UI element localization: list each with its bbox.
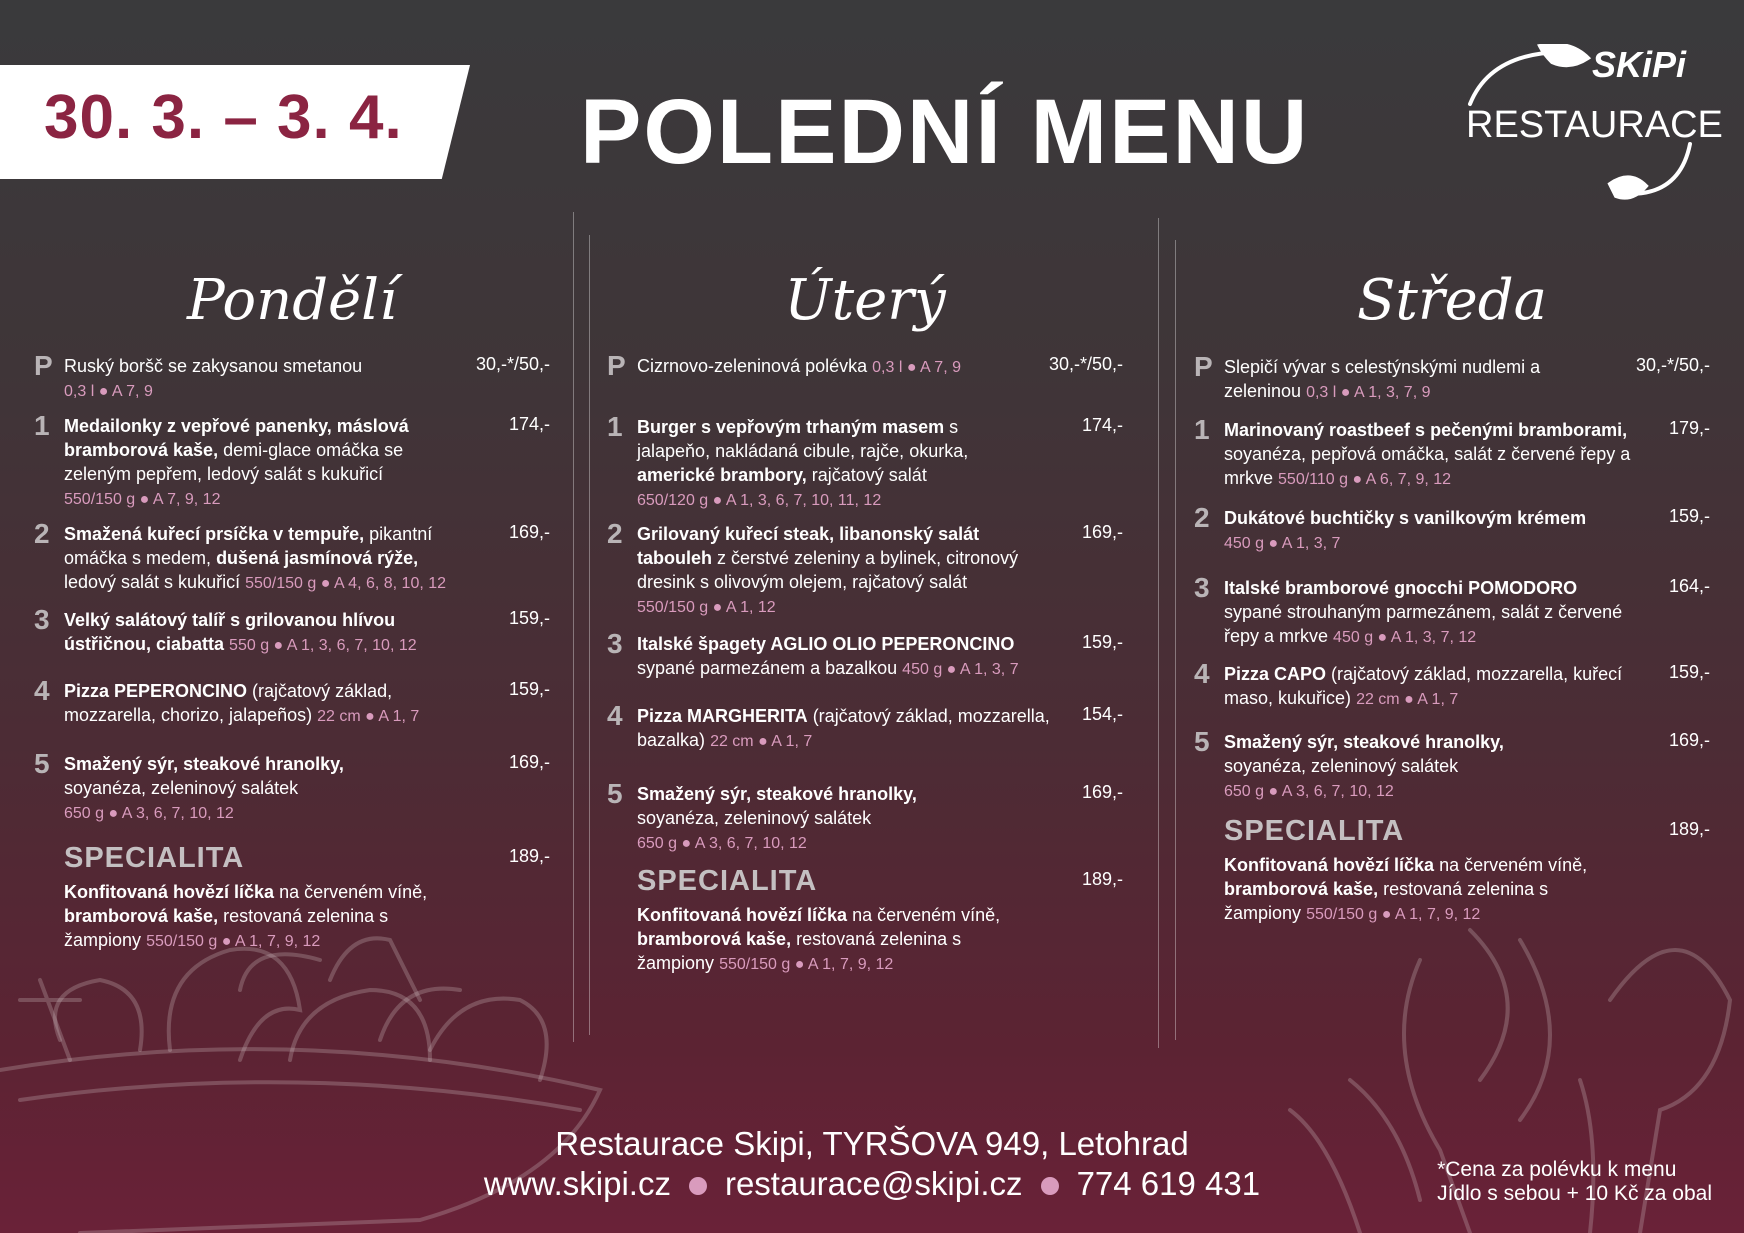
item-meta: 550 g ● A 1, 3, 6, 7, 10, 12 (229, 637, 417, 654)
item-name: Grilovaný kuřecí steak, libanonský salát tabouleh (637, 524, 980, 568)
item-name: Burger s vepřovým trhaným masem (637, 417, 945, 437)
item-name: Medailonky z vepřové panenky, máslová bramborová kaše, (64, 416, 409, 460)
item-price: 169,- (1081, 522, 1123, 542)
item-name: Smažená kuřecí prsíčka v tempuře, (64, 524, 365, 544)
item-meta: 450 g ● A 1, 3, 7 (902, 661, 1019, 678)
item-meta: 550/150 g ● A 1, 7, 9, 12 (146, 933, 321, 950)
item-price: 159,- (508, 608, 550, 628)
item-description-2: restovaná zelenina s žampiony (64, 906, 389, 950)
item-name: Smažený sýr, steakové hranolky, (637, 784, 917, 804)
website-link[interactable]: www.skipi.cz (483, 1165, 671, 1202)
phone-link[interactable]: 774 619 431 (1076, 1165, 1261, 1202)
item-number: 3 (1194, 572, 1210, 603)
item-price: 169,- (508, 522, 550, 542)
item-price: 189,- (1081, 869, 1123, 889)
item-description: s jalapeňo, nakládaná cibule, rajče, okurka, (637, 417, 969, 461)
item-price: 174,- (1081, 415, 1123, 435)
special-title: SPECIALITA (1224, 815, 1405, 847)
item-description: soyanéza, zeleninový salátek (64, 778, 299, 798)
item-meta: 550/150 g ● A 4, 6, 8, 10, 12 (245, 575, 447, 592)
column-divider (573, 212, 574, 1042)
item-meta: 650 g ● A 3, 6, 7, 10, 12 (637, 835, 807, 852)
item-meta: 550/150 g ● A 1, 7, 9, 12 (719, 956, 894, 973)
special-title: SPECIALITA (637, 865, 818, 897)
day-name: Pondělí (187, 268, 397, 333)
item-price: 174,- (508, 414, 550, 434)
item-name: Pizza CAPO (1224, 664, 1327, 684)
item-name: Konfitovaná hovězí líčka (64, 882, 275, 902)
item-description: na červeném víně, (847, 905, 1001, 925)
item-meta: 650/120 g ● A 1, 3, 6, 7, 10, 11, 12 (637, 492, 882, 509)
takeaway-note: Jídlo s sebou + 10 Kč za obal (1437, 1182, 1712, 1205)
item-price: 159,- (1668, 662, 1710, 682)
item-price: 179,- (1668, 418, 1710, 438)
item-number: 2 (34, 518, 50, 549)
item-meta: 22 cm ● A 1, 7 (317, 708, 420, 725)
item-description: demi-glace omáčka se zeleným pepřem, ledový salát s kukuřicí (64, 440, 404, 484)
item-name: Marinovaný roastbeef s pečenými bramborami, (1224, 420, 1628, 440)
footnotes (1437, 1158, 1712, 1206)
email-link[interactable]: restaurace@skipi.cz (724, 1165, 1023, 1202)
date-range: 30. 3. – 3. 4. (44, 83, 403, 152)
item-number: 2 (1194, 502, 1210, 533)
special-title: SPECIALITA (64, 842, 245, 874)
item-number: 3 (607, 628, 623, 659)
item-number: 5 (1194, 726, 1210, 757)
item-description: (rajčatový základ, mozzarella, kuřecí maso, kukuřice) (1224, 664, 1623, 708)
item-description: soyanéza, zeleninový salátek (1224, 756, 1459, 776)
item-number: 5 (34, 748, 50, 779)
item-number: 4 (607, 700, 623, 731)
day-name: Úterý (784, 268, 946, 333)
item-price: 189,- (508, 846, 550, 866)
item-meta: 550/150 g ● A 1, 12 (637, 599, 776, 616)
item-description: z čerstvé zeleniny a bylinek, citronový dresink s olivovým olejem, rajčatový salát (637, 548, 1019, 592)
column-divider (1158, 218, 1159, 1048)
item-name: Slepičí vývar s celestýnskými nudlemi a zeleninou (1224, 357, 1541, 401)
day-column-wednesday (1194, 268, 1710, 968)
item-name: Smažený sýr, steakové hranolky, (1224, 732, 1504, 752)
item-price: 30,-*/50,- (1635, 355, 1710, 375)
logo-brand: SKiPi (1592, 44, 1687, 85)
item-number: 3 (34, 604, 50, 635)
item-price: 30,-*/50,- (475, 354, 550, 374)
item-name: Pizza PEPERONCINO (64, 681, 248, 701)
bullet-dot (1041, 1177, 1059, 1195)
logo-restaurant-name: RESTAURACE (1466, 104, 1723, 146)
item-price: 189,- (1668, 819, 1710, 839)
item-number: P (34, 350, 53, 381)
item-meta: 550/110 g ● A 6, 7, 9, 12 (1278, 471, 1452, 488)
item-description-2: ledový salát s kukuřicí (64, 572, 241, 592)
item-number: 2 (607, 518, 623, 549)
item-description: sypané parmezánem a bazalkou (637, 658, 898, 678)
item-meta: 550/150 g ● A 7, 9, 12 (64, 491, 221, 508)
item-number: P (1194, 351, 1213, 382)
item-side: bramborová kaše, (637, 929, 792, 949)
item-meta: 450 g ● A 1, 3, 7 (1224, 535, 1341, 552)
item-price: 164,- (1668, 576, 1710, 596)
item-price: 159,- (508, 679, 550, 699)
day-column-monday (34, 268, 550, 968)
item-name: Italské špagety AGLIO OLIO PEPERONCINO (637, 634, 1015, 654)
item-name: Dukátové buchtičky s vanilkovým krémem (1224, 508, 1587, 528)
item-price: 169,- (508, 752, 550, 772)
item-side: americké brambory, (637, 465, 807, 485)
item-number: 4 (1194, 658, 1210, 689)
item-price: 169,- (1668, 730, 1710, 750)
item-description: soyanéza, pepřová omáčka, salát z červené řepy a mrkve (1224, 444, 1631, 488)
item-meta: 0,3 l ● A 7, 9 (872, 359, 961, 376)
item-price: 169,- (1081, 782, 1123, 802)
item-description-2: restovaná zelenina s žampiony (637, 929, 962, 973)
item-meta: 0,3 l ● A 1, 3, 7, 9 (1306, 384, 1431, 401)
day-column-tuesday (607, 268, 1123, 988)
item-price: 159,- (1081, 632, 1123, 652)
item-description: pikantní omáčka s medem, (64, 524, 433, 568)
item-description: (rajčatový základ, mozzarella, bazalka) (637, 706, 1050, 750)
item-description: soyanéza, zeleninový salátek (637, 808, 872, 828)
footer-address: Restaurace Skipi, TYRŠOVA 949, Letohrad (555, 1125, 1189, 1162)
item-name: Cizrnovo-zeleninová polévka (637, 356, 868, 376)
column-divider (1175, 240, 1176, 1040)
item-description-2: rajčatový salát (806, 465, 927, 485)
item-price: 159,- (1668, 506, 1710, 526)
item-side: bramborová kaše, (64, 906, 219, 926)
item-name: Smažený sýr, steakové hranolky, (64, 754, 344, 774)
bullet-dot (689, 1177, 707, 1195)
day-name: Středa (1356, 268, 1547, 333)
item-price: 30,-*/50,- (1048, 354, 1123, 374)
item-name: Konfitovaná hovězí líčka (637, 905, 848, 925)
item-meta: 22 cm ● A 1, 7 (710, 733, 813, 750)
item-number: P (607, 350, 626, 381)
item-name: Pizza MARGHERITA (637, 706, 808, 726)
item-meta: 22 cm ● A 1, 7 (1356, 691, 1459, 708)
item-meta: 0,3 l ● A 7, 9 (64, 383, 153, 400)
item-name: Konfitovaná hovězí líčka (1224, 855, 1435, 875)
item-description: (rajčatový základ, mozzarella, chorizo, jalapeños) (64, 681, 393, 725)
item-description: na červeném víně, (1434, 855, 1588, 875)
page-title: POLEDNÍ MENU (580, 81, 1310, 183)
column-divider (589, 235, 590, 1035)
item-description: sypané strouhaným parmezánem, salát z červené řepy a mrkve (1224, 602, 1623, 646)
item-description-2: restovaná zelenina s žampiony (1224, 879, 1549, 923)
item-number: 1 (1194, 414, 1210, 445)
item-number: 5 (607, 778, 623, 809)
item-name: Velký salátový talíř s grilovanou hlívou ústřičnou, ciabatta (64, 610, 396, 654)
item-number: 1 (607, 411, 623, 442)
item-price: 154,- (1081, 704, 1123, 724)
item-side: dušená jasmínová rýže, (216, 548, 419, 568)
item-meta: 450 g ● A 1, 3, 7, 12 (1333, 629, 1477, 646)
item-number: 1 (34, 410, 50, 441)
item-name: Italské bramborové gnocchi POMODORO (1224, 578, 1578, 598)
item-meta: 650 g ● A 3, 6, 7, 10, 12 (64, 805, 234, 822)
item-meta: 650 g ● A 3, 6, 7, 10, 12 (1224, 783, 1394, 800)
item-meta: 550/150 g ● A 1, 7, 9, 12 (1306, 906, 1481, 923)
item-side: bramborová kaše, (1224, 879, 1379, 899)
soup-price-note: *Cena za polévku k menu (1437, 1158, 1677, 1181)
item-number: 4 (34, 675, 50, 706)
item-description: na červeném víně, (274, 882, 428, 902)
item-name: Ruský boršč se zakysanou smetanou (64, 356, 363, 376)
